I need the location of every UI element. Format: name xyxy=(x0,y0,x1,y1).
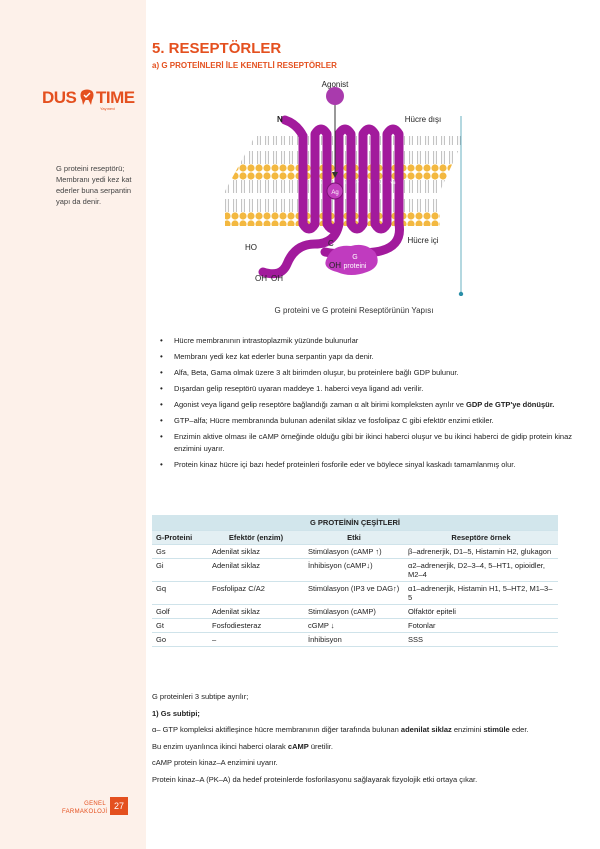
bullet-text: Protein kinaz hücre içi bazı hedef proteinleri fosforile eder ve böylece sinyal kaskadı tamamlanmış olur. xyxy=(174,459,516,469)
table-header-example: Reseptöre örnek xyxy=(404,531,558,545)
n-terminus-label: N xyxy=(277,115,283,124)
oh-label-2: OH xyxy=(271,274,283,283)
table-cell: – xyxy=(208,633,304,647)
bullet-item xyxy=(174,459,572,471)
outside-label: Hücre dışı xyxy=(404,115,442,124)
table-cell: Fosfolipaz C/A2 xyxy=(208,582,304,605)
body-paragraph xyxy=(152,740,558,754)
table-row xyxy=(152,545,558,559)
bullet-text: Agonist veya ligand gelip reseptöre bağlandığı zaman α alt birimi kompleksten ayrılır ve xyxy=(174,400,466,409)
helix-3-label: III xyxy=(343,180,347,185)
helix-4-label: IV xyxy=(355,180,359,185)
table-header-g-protein: G-Proteini xyxy=(152,531,208,545)
table-cell: α2–adrenerjik, D2–3–4, 5–HT1, opioidler, M2–4 xyxy=(404,559,558,582)
callout-dot xyxy=(459,292,463,296)
body-text-part: α– GTP kompleksi aktifleşince hücre membranının diğer tarafında bulunan xyxy=(152,725,401,734)
logo-subtext: Yayınevi xyxy=(100,106,116,111)
c-terminus-label: C xyxy=(328,239,334,248)
body-text-part: stimüle xyxy=(483,725,510,734)
table-cell: Olfaktör epiteli xyxy=(404,605,558,619)
body-paragraph xyxy=(152,707,558,721)
oh-label-3: OH xyxy=(329,261,341,270)
g-protein-table xyxy=(152,515,558,647)
section-subtitle: a) G PROTEİNLERİ İLE KENETLİ RESEPTÖRLER xyxy=(152,61,337,70)
table-row xyxy=(152,633,558,647)
body-paragraph xyxy=(152,756,558,770)
footer-section-label xyxy=(62,800,106,816)
table-cell: Gi xyxy=(152,559,208,582)
table-cell: Adenilat siklaz xyxy=(208,545,304,559)
table-cell: İnhibisyon xyxy=(304,633,404,647)
body-text-part: adenilat siklaz xyxy=(400,725,452,734)
sidebar xyxy=(0,0,146,849)
body-text-part: enzimini xyxy=(451,725,484,734)
bullet-item xyxy=(174,351,572,363)
bullet-item xyxy=(174,415,572,427)
tooth-icon xyxy=(79,89,95,106)
bullet-text: Alfa, Beta, Gama olmak üzere 3 alt birimden oluşur, bu proteinlere bağlı GDP bulunur. xyxy=(174,368,459,377)
table-cell: Gs xyxy=(152,545,208,559)
body-text-part: Bu enzim uyarılınca ikinci haberci olarak xyxy=(152,741,288,751)
side-note: G proteini reseptörü; Membranı yedi kez kat ederler buna serpantin yapı da denir. xyxy=(56,164,132,206)
logo-right-text: TIME xyxy=(96,88,135,107)
table-cell: SSS xyxy=(404,633,558,647)
helix-5-label: V xyxy=(367,180,371,185)
table-cell: Golf xyxy=(152,605,208,619)
helix-2-label: II xyxy=(319,180,323,185)
bullet-text: Enzimin aktive olması ile cAMP örneğinde olduğu gibi bir ikinci haberci oluşur ve bu ikinci haberci de gidip protein kinaz enzimini uyarır. xyxy=(174,432,572,453)
table-cell: Adenilat siklaz xyxy=(208,559,304,582)
table-cell: Stimülasyon (cAMP) xyxy=(304,605,404,619)
table-row xyxy=(152,559,558,582)
receptor-diagram xyxy=(215,76,495,296)
body-text xyxy=(152,690,558,789)
page-number: 27 xyxy=(110,797,128,815)
table-cell: Adenilat siklaz xyxy=(208,605,304,619)
agonist-label: Agonist xyxy=(321,80,349,89)
bullet-item xyxy=(174,367,572,379)
ho-label: HO xyxy=(245,243,257,252)
g-protein-label-2: proteini xyxy=(343,263,367,270)
table-cell: Stimülasyon (cAMP ↑) xyxy=(304,545,404,559)
body-text-part: üretilir. xyxy=(308,741,333,751)
table-row xyxy=(152,619,558,633)
table-cell: Fosfodiesteraz xyxy=(208,619,304,633)
table-cell: β–adrenerjik, D1–5, Histamin H2, glukagon xyxy=(404,545,558,559)
helix-6-label: VI xyxy=(379,180,383,185)
body-paragraph xyxy=(152,773,558,787)
figure-caption: G proteini ve G proteini Reseptörünün Yapısı xyxy=(274,306,434,315)
body-text-part: 1) Gs subtipi; xyxy=(152,708,200,718)
body-text-part: cAMP xyxy=(287,741,309,751)
table-header-effect: Etki xyxy=(304,531,404,545)
oh-label-1: OH xyxy=(255,274,267,283)
table-cell: cGMP ↓ xyxy=(304,619,404,633)
ag-label: Ag xyxy=(331,190,339,196)
bullet-text: Hücre membranının intrastoplazmik yüzünde bulunurlar xyxy=(174,336,359,345)
body-text-part: eder. xyxy=(509,725,529,734)
bullet-item xyxy=(174,335,572,347)
bullet-item xyxy=(174,399,572,411)
table-cell: Gq xyxy=(152,582,208,605)
footer-line-2: FARMAKOLOJİ xyxy=(62,809,108,815)
table-cell: α1–adrenerjik, Histamin H1, 5–HT2, M1–3–5 xyxy=(404,582,558,605)
body-text-part: cAMP protein kinaz–A enzimini uyarır. xyxy=(152,758,278,767)
body-paragraph xyxy=(152,723,558,737)
bullet-text: Membranı yedi kez kat ederler buna serpantin yapı da denir. xyxy=(174,352,374,361)
g-protein-label-1: G xyxy=(352,254,358,261)
footer-line-1: GENEL xyxy=(84,801,106,807)
bullet-list xyxy=(160,335,572,475)
table-cell: Stimülasyon (IP3 ve DAG↑) xyxy=(304,582,404,605)
logo-left-text: DUS xyxy=(42,88,77,107)
table-caption: G PROTEİNİN ÇEŞİTLERİ xyxy=(152,515,558,531)
helix-7-label: VII xyxy=(390,180,396,185)
inside-label: Hücre içi xyxy=(407,236,439,245)
section-title: 5. RESEPTÖRLER xyxy=(152,40,282,57)
body-text-part: Protein kinaz–A (PK–A) da hedef proteinlerde fosforilasyonu sağlayarak fizyolojik etki ortaya çıkar. xyxy=(152,774,478,784)
body-text-part: G proteinleri 3 subtipe ayrılır; xyxy=(152,692,249,701)
table-cell: Go xyxy=(152,633,208,647)
table-body xyxy=(152,545,558,647)
table-cell: Gt xyxy=(152,619,208,633)
table-cell: Fotonlar xyxy=(404,619,558,633)
bullet-text: GTP–alfa; Hücre membranında bulunan adenilat siklaz ve fosfolipaz C gibi efektör enzimi etkiler. xyxy=(174,416,494,425)
table-row xyxy=(152,582,558,605)
bullet-item xyxy=(174,383,572,395)
body-paragraph xyxy=(152,690,558,704)
bullet-text: GDP de GTP'ye dönüşür. xyxy=(465,400,555,409)
table-header-effector: Efektör (enzim) xyxy=(208,531,304,545)
bullet-text: Dışardan gelip reseptörü uyaran maddeye 1. haberci veya ligand adı verilir. xyxy=(174,384,424,393)
agonist-ligand xyxy=(326,87,344,105)
dustime-logo xyxy=(42,88,142,114)
bullet-item xyxy=(174,431,572,454)
table-row xyxy=(152,605,558,619)
table-cell: İnhibisyon (cAMP↓) xyxy=(304,559,404,582)
helix-1-label: I xyxy=(308,180,310,185)
